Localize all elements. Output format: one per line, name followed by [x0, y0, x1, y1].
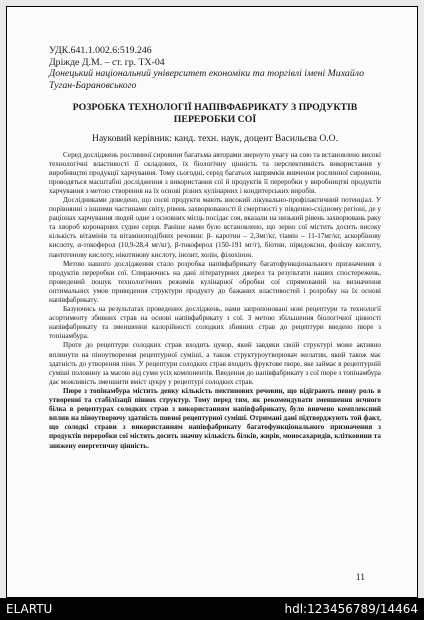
author-line: Дріжде Д.М. – ст. гр. ТХ-04 [49, 56, 165, 68]
page-number: 11 [355, 572, 365, 583]
repository-name[interactable]: ELARTU [6, 602, 53, 616]
article-title: РОЗРОБКА ТЕХНОЛОГІЇ НАПІВФАБРИКАТУ З ПРОДУКТІВ ПЕРЕРОБКИ СОЇ [72, 102, 358, 125]
viewer-footer-bar [0, 598, 424, 620]
paragraph-6-conclusion: Пюре з топінамбура містить деяку кількість пектинових речовин, що відіграють певну роль в утворенні та стабілізації піннох структур. Тому перед тим, як рекомендувати зменшення яєчного білка в рецептурах солодких страв з використанням напівфабрикату, було вивчено комплексний вплив на піноутворючу здатність повної рецептурної суміші. Отримані дані підтверджують той факт, що солодкі страви з використанням напівфабрикату багатофункціонального призначення з продуктів переробки сої містять досить значну кількість білків, жирів, моносахаридів, клітковини та знижену енергетичну цінність. [49, 386, 381, 450]
document-page [6, 6, 418, 598]
paragraph-2: Дослідниками доведено, що соєві продукти мають високий лікувально-профілактичний потенціал. У порівнянні з іншими частинами світу, рівень захворюваності й смертності у південно-східному регіоні, де у раціонах харчування людей одне з основних місць посідає соя, вказали на низький рівень захворювань раку та хвороб коронарних судин серця. Раніше нами було встановлено, що зерно сої містить досить високу кількість вітамінів та вітаміноподібних речовин: β- каротин – 2,3мг/кг, тіамін – 11-17мг/кг, аскорбінову кислоту, α-токоферол (10,9-28,4 мг/кг), β-токоферол (150-191 мг/г), біотин, піридоксин, фолієву кислоту, пантотенову кислоту, нікотинову кислоту, інозит, холін, філохінон. [49, 195, 381, 259]
supervisor-line: Науковий керівник: канд. техн. наук, доцент Васильєва О.О. [92, 133, 338, 144]
paragraph-1: Серед досліджень рослинної сировини багатьма авторами звернуто увагу на сою та встановлено високі технологічні властивості її складових, їх біологічну цінність та перспективність використання у виробництві продукції харчування. Тому сьогодні, серед багатьох напрямків вивчення рослинної сировини, проводяться масштабні дослідження з використання сої й продуктів її переробки у виробництві продуктів харчування з метою створення на їх основі різних кулінарних і кондитерських виробів. [49, 150, 381, 195]
paragraph-4: Базуючись на результатах проведених досліджень, нами запропоновані нові рецептури та технології асортименту збивних страв на основі напівфабрикату з сої. З метою збільшення біологічної цінності напівфабрикату та зменшення калорійності солодких збивних страв до рецептури введено пюре з топінамбура. [49, 305, 381, 341]
udk-code: УДК.641.1.002.6:519.246 [49, 45, 152, 56]
handle-identifier[interactable]: hdl:123456789/14464 [284, 602, 418, 616]
document-content [49, 45, 381, 451]
paragraph-3: Метою нашого дослідження стало розробка напівфабрикату багатофункціонального призначення з продуктів переробки сої. Спираючись на дані літературних джерел та результати наших спостережень, проведений пошук технологічних режимів кулінарної обробки сої спрямований на визначення оптимальних умов приведення структури продукту до бажаних властивостей і розробку на їх основі напівфабрикату. [49, 259, 381, 304]
paragraph-5: Проте до рецептури солодких страв входить цукор, який завдяки своїй структурі може активно вплинути на піноутворення рецептурної суміші, а також структуроутворювач желатин, який також має здатність до утворення піни. У рецептури солодких страв входить фруктове пюре, яке займає в рецептурній суміші половину за масою від суми усіх компонентів. Введення до напівфабрикату з сої пюре з топінамбура дає можливість зменшити вміст цукру у рецептурі солодких страв. [49, 341, 381, 386]
affiliation: Донецький національний університет економіки та торгівлі імені Михайло Туган-Барановського [49, 68, 365, 91]
